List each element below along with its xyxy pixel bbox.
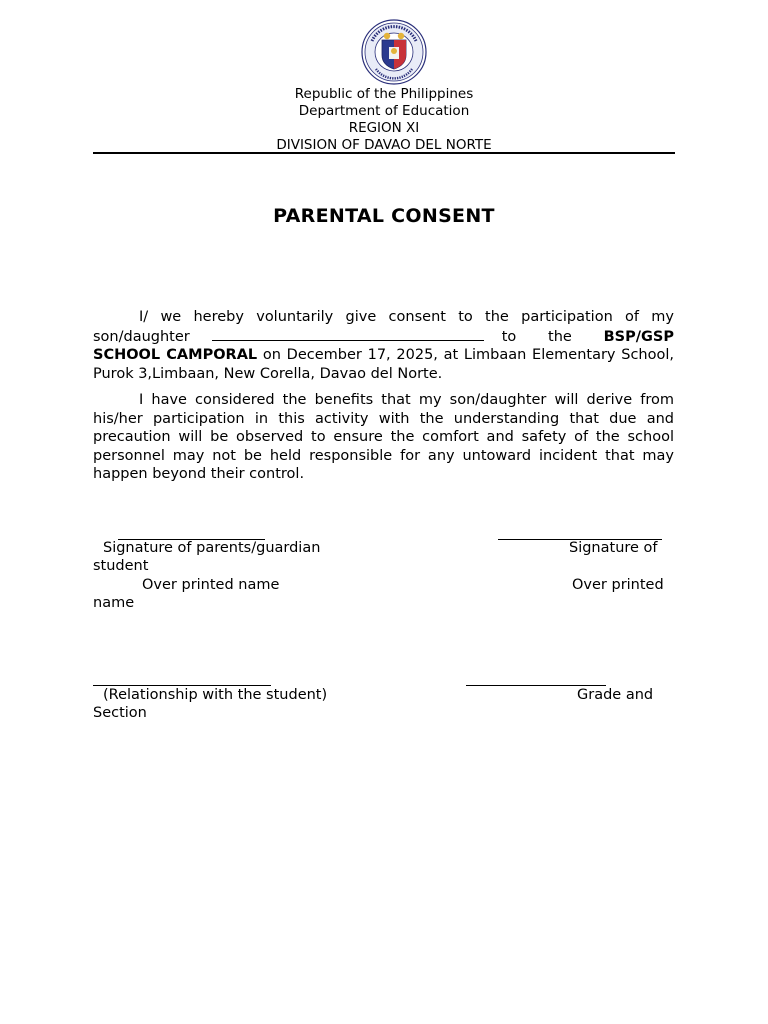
parent-printed-name-label: Over printed name	[142, 577, 280, 593]
benefits-paragraph	[93, 391, 674, 484]
student-signature-label: Signature of	[569, 540, 658, 556]
student-signature-label-cont: student	[93, 558, 149, 574]
student-printed-name-label-cont: name	[93, 595, 135, 611]
header-department: Department of Education	[298, 103, 470, 119]
relationship-label: (Relationship with the student)	[103, 687, 328, 703]
consent-text-part1: I/ we hereby voluntarily give consent to the participation of my son/daughter	[93, 309, 674, 345]
header-divider	[93, 152, 675, 154]
benefits-text: I have considered the benefits that my son/daughter will derive from his/her participation in this activity with the understanding that due and precaution will be observed to ensure the comfort and safety of the school personnel may not be held responsible for any untoward incident that may happen beyond their control.	[93, 392, 674, 482]
child-name-blank[interactable]	[212, 327, 484, 341]
event-name: BSP/GSP SCHOOL CAMPORAL	[93, 328, 674, 363]
parent-signature-label: Signature of parents/guardian	[103, 540, 321, 556]
header-republic: Republic of the Philippines	[294, 86, 474, 102]
grade-section-label: Grade and	[577, 687, 654, 703]
consent-paragraph	[93, 308, 674, 383]
grade-section-label-cont: Section	[93, 705, 147, 721]
document-title: PARENTAL CONSENT	[273, 205, 495, 227]
header-region: REGION XI	[348, 120, 420, 136]
header-division: DIVISION OF DAVAO DEL NORTE	[276, 137, 492, 153]
document-header	[93, 86, 675, 154]
student-printed-name-label: Over printed	[572, 577, 664, 593]
consent-text-part2: to the	[501, 328, 572, 345]
deped-seal-icon	[360, 19, 428, 85]
consent-text-part3: on December 17, 2025, at Limbaan Elementary School, Purok 3,Limbaan, New Corella, Davao del Norte.	[93, 347, 674, 382]
